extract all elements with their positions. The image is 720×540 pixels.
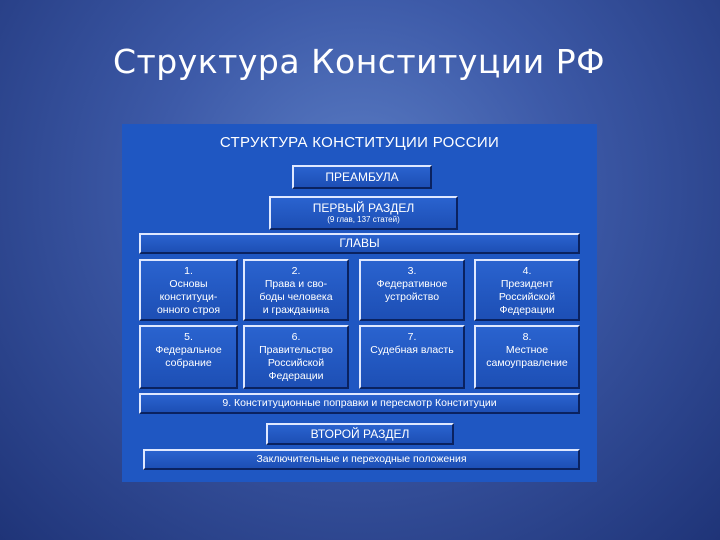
chapter-box-6 bbox=[243, 325, 349, 389]
chapter-number: 4. bbox=[522, 265, 532, 277]
first-section-note: (9 глав, 137 статей) bbox=[327, 214, 400, 224]
chapter-box-5 bbox=[139, 325, 238, 389]
chapter-line: Президент bbox=[500, 278, 554, 290]
chapter-number: 5. bbox=[184, 331, 193, 343]
chapter-line: Федеральное bbox=[155, 344, 222, 356]
chapter-line: Российской bbox=[498, 291, 556, 303]
chapter-number: 7. bbox=[407, 331, 417, 343]
chapter-9-box: 9. Конституционные поправки и пересмотр Конституции bbox=[139, 393, 580, 414]
chapter-line: Судебная власть bbox=[370, 344, 454, 356]
chapter-line: онного строя bbox=[156, 304, 221, 316]
chapter-line: устройство bbox=[384, 291, 440, 303]
chapter-line: Правительство bbox=[259, 344, 333, 356]
chapter-box-8 bbox=[474, 325, 580, 389]
second-section-box: ВТОРОЙ РАЗДЕЛ bbox=[266, 423, 454, 445]
chapter-line: самоуправление bbox=[486, 357, 568, 369]
chapter-number: 1. bbox=[184, 265, 193, 277]
chapter-line: конституци- bbox=[159, 291, 218, 303]
preamble-box: ПРЕАМБУЛА bbox=[292, 165, 432, 189]
chapter-line: боды человека bbox=[259, 291, 333, 303]
chapter-line: и гражданина bbox=[262, 304, 330, 316]
chapters-header-box: ГЛАВЫ bbox=[139, 233, 580, 254]
chapter-box-3 bbox=[359, 259, 465, 321]
chapter-line: Местное bbox=[505, 344, 549, 356]
chapter-number: 8. bbox=[522, 331, 532, 343]
slide-title: Структура Конституции РФ bbox=[113, 42, 605, 81]
first-section-box bbox=[269, 196, 458, 230]
chapter-box-2 bbox=[243, 259, 349, 321]
chapter-line: Федерации bbox=[268, 370, 324, 382]
chapter-line: Основы bbox=[169, 278, 208, 290]
chapter-line: собрание bbox=[165, 357, 212, 369]
chapter-number: 3. bbox=[407, 265, 417, 277]
chapter-line: Федеративное bbox=[376, 278, 448, 290]
chapter-number: 2. bbox=[291, 265, 301, 277]
chapter-box-7 bbox=[359, 325, 465, 389]
first-section-title: ПЕРВЫЙ РАЗДЕЛ bbox=[312, 200, 415, 215]
final-provisions-box: Заключительные и переходные положения bbox=[143, 449, 580, 470]
chapter-box-4 bbox=[474, 259, 580, 321]
chapter-line: Российской bbox=[267, 357, 325, 369]
chapter-number: 6. bbox=[291, 331, 301, 343]
chapter-box-1 bbox=[139, 259, 238, 321]
chapter-line: Права и сво- bbox=[264, 278, 328, 290]
constitution-structure-diagram bbox=[122, 124, 597, 482]
chapter-line: Федерации bbox=[499, 304, 555, 316]
diagram-heading: СТРУКТУРА КОНСТИТУЦИИ РОССИИ bbox=[219, 134, 500, 151]
